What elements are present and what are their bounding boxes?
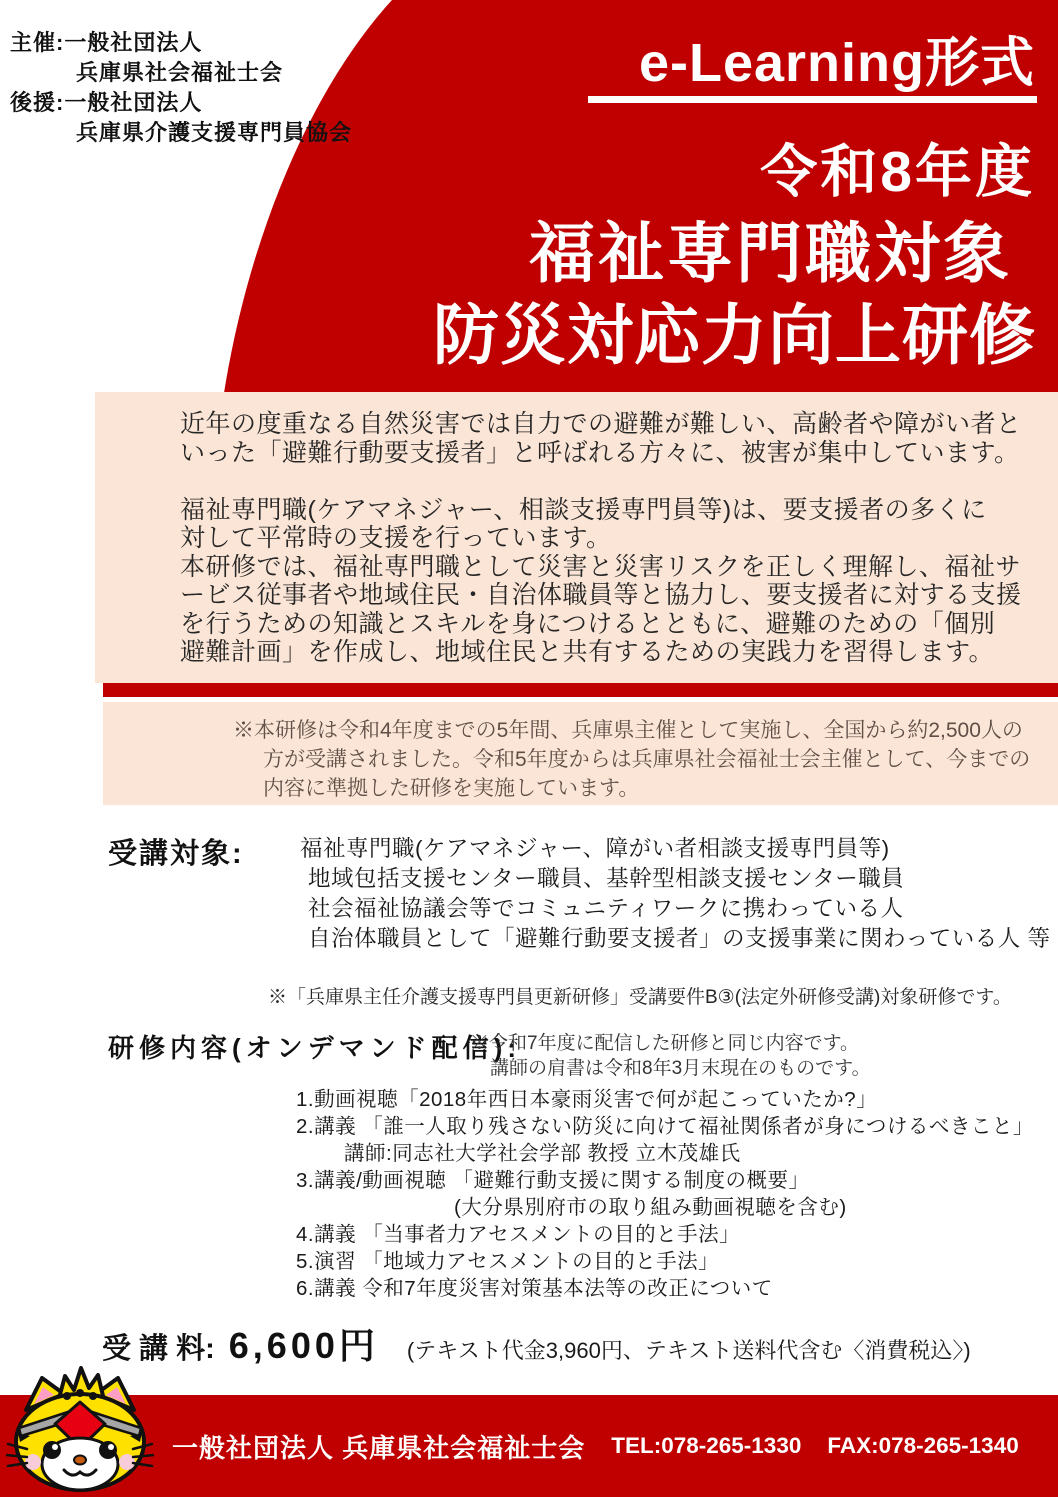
audience-line: 地域包括支援センター職員、基幹型相談支援センター職員 [308,866,905,891]
note-line: 内容に準拠した研修を実施しています。 [263,777,640,800]
requirement-note: ※「兵庫県主任介護支援専門員更新研修」受講要件B③(法定外研修受講)対象研修です。 [268,987,1012,1008]
intro-line [180,467,1022,496]
footer-org-name: 一般社団法人 兵庫県社会福祉士会 [172,1432,586,1463]
curriculum-item: 1.動画視聴「2018年西日本豪雨災害で何が起こっていたか?」 [296,1088,878,1111]
contents-note-line: 講師の肩書は令和8年3月末現在のものです。 [490,1058,871,1079]
organizer-line: 兵庫県社会福祉士会 [76,60,284,85]
contents-note [470,1031,871,1081]
history-note-text [233,716,1030,803]
format-label: e-Learning形式 [638,33,1035,93]
intro-line: 近年の度重なる自然災害では自力での避難が難しい、高齢者や障がい者と [180,410,1022,438]
page-title-line2: 防災対応力向上研修 [433,298,1036,372]
audience-line: 自治体職員として「避難行動要支援者」の支援事業に関わっている人 等 [308,926,1051,951]
organizer-line: 主催:一般社団法人 [10,30,203,55]
footer-fax: FAX:078-265-1340 [827,1433,1019,1458]
fee-amount: 6,600円 [228,1325,379,1366]
fee-row [102,1318,971,1369]
history-note-box [103,702,1058,805]
note-line: ※本研修は令和4年度までの5年間、兵庫県主催として実施し、全国から約2,500人の [233,719,1023,742]
intro-line: いった「避難行動要支援者」と呼ばれる方々に、被害が集中しています。 [180,438,1020,467]
footer-bar [0,1395,1058,1497]
organizer-line: 兵庫県介護支援専門員協会 [76,120,353,145]
tiger-mascot-icon [6,1366,154,1494]
page-title-line1: 福祉専門職対象 [529,216,1012,290]
organizer-block [10,28,352,148]
contents-label: 研修内容(オンデマンド配信): [108,1033,521,1063]
intro-line: 対して平常時の支援を行っています。 [180,524,612,552]
curriculum-list [296,1086,1034,1302]
intro-text [180,410,1022,667]
intro-box [95,392,1058,683]
intro-line: ービス従事者や地域住民・自治体職員等と協力し、要支援者に対する支援 [180,581,1022,609]
fiscal-year: 令和8年度 [760,140,1035,204]
organizer-line: 後援:一般社団法人 [10,90,203,115]
intro-line: を行うための知識とスキルを身につけるとともに、避難のための「個別 [180,609,996,638]
footer-tel: TEL:078-265-1330 [611,1433,802,1458]
curriculum-item: 2.講義 「誰一人取り残さない防災に向けて福祉関係者が身につけるべきこと」 [296,1115,1034,1138]
intro-line: 福祉専門職(ケアマネジャー、相談支援専門員等)は、要支援者の多くに [180,495,987,524]
curriculum-item-sub: 講師:同志社大学社会学部 教授 立木茂雄氏 [344,1142,741,1165]
intro-line: 本研修では、福祉専門職として災害と災害リスクを正しく理解し、福祉サ [180,552,1022,581]
curriculum-item: 3.講義/動画視聴 「避難行動支援に関する制度の概要」 [296,1169,810,1192]
curriculum-item-sub: (大分県別府市の取り組み動画視聴を含む) [454,1196,847,1219]
audience-line: 福祉専門職(ケアマネジャー、障がい者相談支援専門員等) [300,836,890,861]
curriculum-item: 6.講義 令和7年度災害対策基本法等の改正について [296,1277,773,1300]
footer-contact [172,1395,1019,1497]
format-underline [588,96,1037,103]
audience-line: 社会福祉協議会等でコミュニティワークに携わっている人 [308,896,904,921]
fee-label: 受 講 料: [102,1333,215,1365]
curriculum-item: 5.演習 「地域力アセスメントの目的と手法」 [296,1250,720,1273]
red-divider-bar [103,683,1058,697]
curriculum-item: 4.講義 「当事者力アセスメントの目的と手法」 [296,1223,741,1246]
audience-label: 受講対象: [108,838,244,870]
intro-line: 避難計画」を作成し、地域住民と共有するための実践力を習得します。 [180,638,995,666]
contents-note-line: ※令和7年度に配信した研修と同じ内容です。 [470,1033,860,1054]
note-line: 方が受講されました。令和5年度からは兵庫県社会福祉士会主催として、今までの [263,748,1031,771]
audience-list [300,834,1051,954]
fee-note: (テキスト代金3,960円、テキスト送料代含む〈消費税込〉) [406,1338,971,1363]
